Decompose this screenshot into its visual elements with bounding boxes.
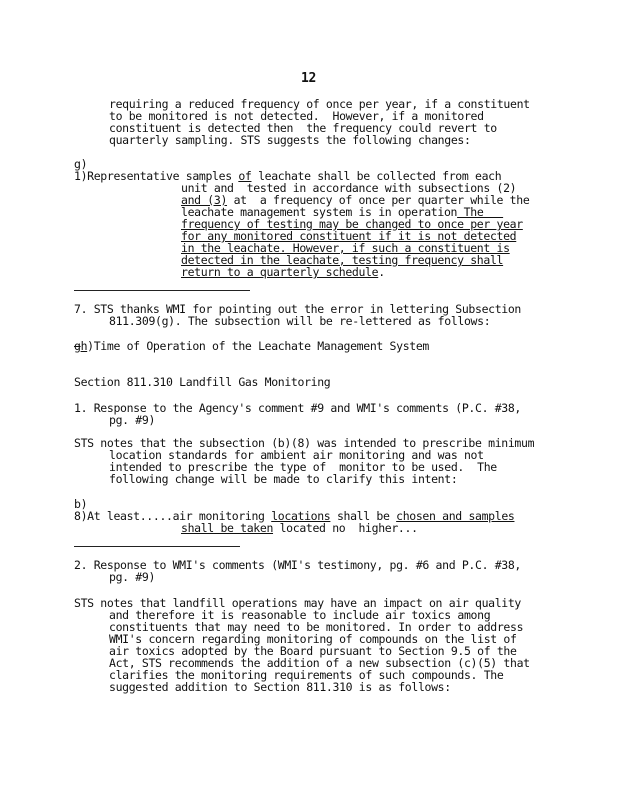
- para1-line-3: constituent is detected then the frequency could revert to: [109, 121, 497, 135]
- para3-line-8: suggested addition to Section 811.310 is as follows:: [109, 680, 451, 694]
- amend-g-label: g): [74, 157, 88, 171]
- amend-b-line-2: shall be taken located no higher...: [181, 521, 418, 535]
- para2-line-4: following change will be made to clarify this intent:: [109, 472, 458, 486]
- amend-g-line-5: frequency of testing may be changed to once per year: [181, 217, 523, 231]
- separator-rule-2: [74, 546, 240, 547]
- amend-g-line-6: for any monitored constituent if it is not detected: [181, 229, 517, 243]
- para1-line-4: quarterly sampling. STS suggests the following changes:: [109, 133, 471, 147]
- para1-line-1: requiring a reduced frequency of once per year, if a constituent: [109, 97, 530, 111]
- section-heading: Section 811.310 Landfill Gas Monitoring: [74, 375, 331, 389]
- para3-line-2: and therefore it is reasonable to include air toxics among: [109, 608, 491, 622]
- para3-line-7: clarifies the monitoring requirements of such compounds. The: [109, 668, 504, 682]
- amend-g-line-4: leachate management system is in operation The: [181, 205, 504, 219]
- amend-g-line-1: 1)Representative samples of leachate shall be collected from each: [74, 169, 502, 183]
- para3-line-4: WMI's concern regarding monitoring of compounds on the list of: [109, 632, 517, 646]
- item7-line-1: 7. STS thanks WMI for pointing out the error in lettering Subsection: [74, 302, 522, 316]
- item7-line-2: 811.309(g). The subsection will be re-lettered as follows:: [109, 314, 491, 328]
- amend-b-line-1: 8)At least.....air monitoring locations shall be chosen and samples: [74, 509, 515, 523]
- amend-g-line-3: and (3) at a frequency of once per quarter while the: [181, 193, 530, 207]
- page-number: 12: [301, 71, 316, 86]
- para2-line-3: intended to prescribe the type of monitor to be used. The: [109, 460, 497, 474]
- item1-line-2: pg. #9): [109, 413, 156, 427]
- para2-line-2: location standards for ambient air monitoring and was not: [109, 448, 484, 462]
- item2-line-1: 2. Response to WMI's comments (WMI's testimony, pg. #6 and P.C. #38,: [74, 558, 522, 572]
- para2-line-1: STS notes that the subsection (b)(8) was intended to prescribe minimum: [74, 436, 535, 450]
- amend-g-line-9: return to a quarterly schedule.: [181, 265, 385, 279]
- item2-line-2: pg. #9): [109, 570, 156, 584]
- amend-g-line-7: in the leachate. However, if such a constituent is: [181, 241, 510, 255]
- para1-line-2: to be monitored is not detected. However, if a monitored: [109, 109, 484, 123]
- amend-g-line-2: unit and tested in accordance with subsections (2): [181, 181, 517, 195]
- para3-line-6: Act, STS recommends the addition of a new subsection (c)(5) that: [109, 656, 530, 670]
- item1-line-1: 1. Response to the Agency's comment #9 and WMI's comments (P.C. #38,: [74, 401, 522, 415]
- item7-subsection-heading: gh)Time of Operation of the Leachate Management System: [74, 339, 429, 353]
- para3-line-1: STS notes that landfill operations may have an impact on air quality: [74, 596, 522, 610]
- separator-rule-1: [74, 290, 250, 291]
- amend-b-label: b): [74, 497, 88, 511]
- para3-line-5: air toxics adopted by the Board pursuant to Section 9.5 of the: [109, 644, 517, 658]
- para3-line-3: constituents that may need to be monitored. In order to address: [109, 620, 524, 634]
- amend-g-line-8: detected in the leachate, testing frequency shall: [181, 253, 504, 267]
